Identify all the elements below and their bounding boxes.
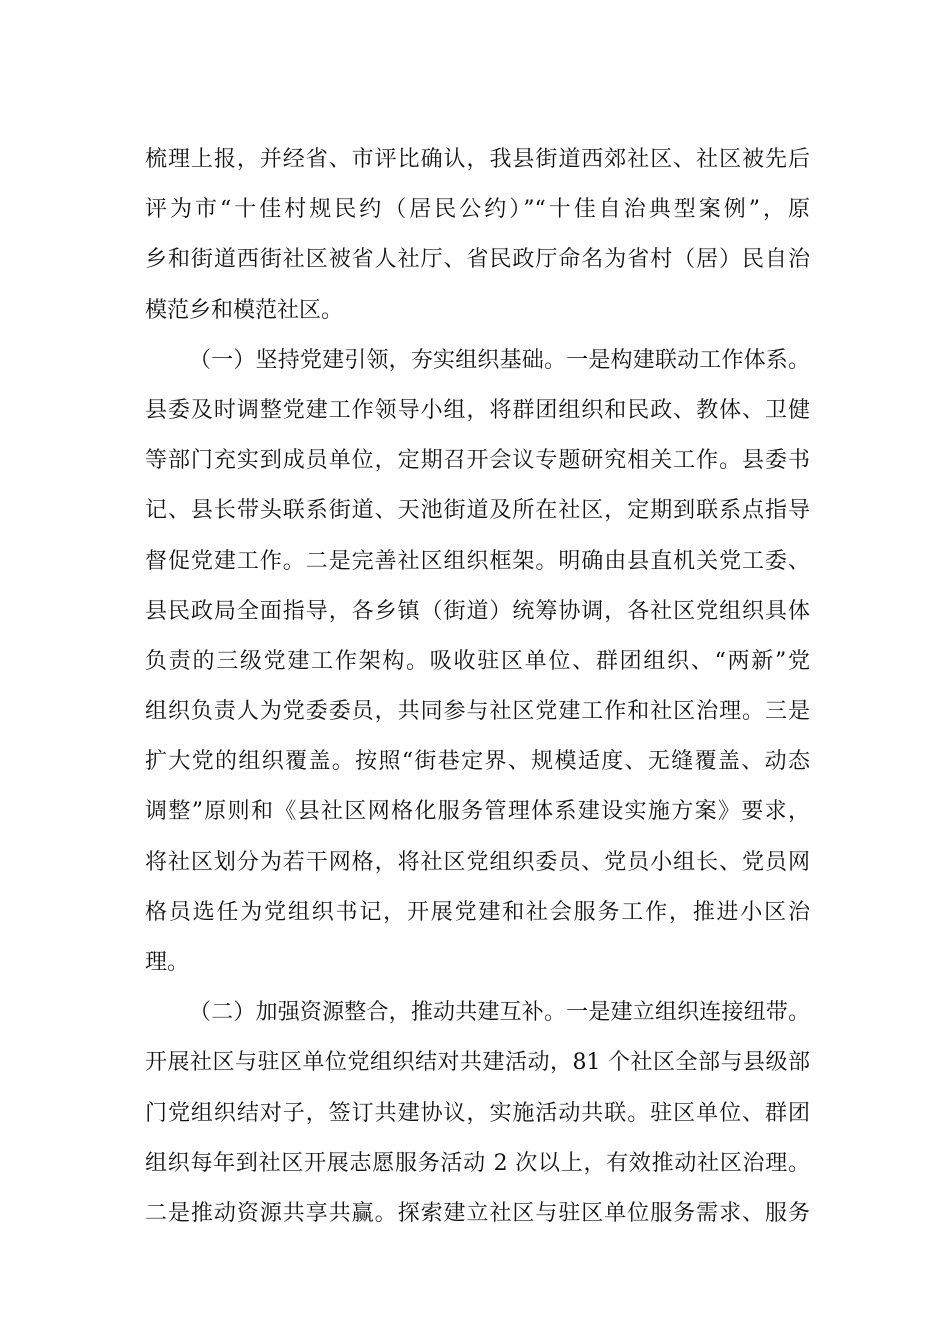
text-line: 将社区划分为若干网格，将社区党组织委员、党员小组长、党员网: [145, 849, 810, 875]
text-line: 负责的三级党建工作架构。吸收驻区单位、群团组织、“两新”党: [145, 648, 810, 674]
text-line: 模范乡和模范社区。: [145, 297, 344, 323]
text-line: 评为市“十佳村规民约（居民公约）”“十佳自治典型案例”，原: [145, 197, 810, 223]
text-line: 调整”原则和《县社区网格化服务管理体系建设实施方案》要求，: [145, 799, 810, 825]
text-line: 理。: [145, 950, 190, 975]
text-line: 门党组织结对子，签订共建协议，实施活动共联。驻区单位、群团: [145, 1100, 810, 1126]
text-line: 县委及时调整党建工作领导小组，将群团组织和民政、教体、卫健: [145, 397, 810, 423]
text-line: 组织负责人为党委委员，共同参与社区党建工作和社区治理。三是: [145, 699, 810, 725]
text-line: 梳理上报，并经省、市评比确认，我县街道西郊社区、社区被先后: [145, 147, 810, 172]
text-line: 扩大党的组织覆盖。按照“街巷定界、规模适度、无缝覆盖、动态: [145, 749, 810, 775]
paragraph-first-line: （二）加强资源整合，推动共建互补。一是建立组织连接纽带。: [189, 1000, 810, 1026]
text-line: 组织每年到社区开展志愿服务活动 2 次以上，有效推动社区治理。: [145, 1150, 810, 1176]
text-line: 开展社区与驻区单位党组织结对共建活动，81 个社区全部与县级部: [145, 1050, 810, 1076]
text-line: 县民政局全面指导，各乡镇（街道）统筹协调，各社区党组织具体: [145, 598, 810, 624]
text-line: 等部门充实到成员单位，定期召开会议专题研究相关工作。县委书: [145, 448, 810, 474]
text-line: 乡和街道西街社区被省人社厅、省民政厅命名为省村（居）民自治: [145, 247, 810, 273]
paragraph-first-line: （一）坚持党建引领，夯实组织基础。一是构建联动工作体系。: [189, 347, 810, 373]
text-line: 格员选任为党组织书记，开展党建和社会服务工作，推进小区治: [145, 899, 810, 925]
document-body: [145, 135, 810, 1239]
text-line: 记、县长带头联系街道、天池街道及所在社区，定期到联系点指导: [145, 498, 810, 524]
text-line: 督促党建工作。二是完善社区组织框架。明确由县直机关党工委、: [145, 548, 810, 574]
text-line: 二是推动资源共享共赢。探索建立社区与驻区单位服务需求、服务: [145, 1200, 810, 1226]
